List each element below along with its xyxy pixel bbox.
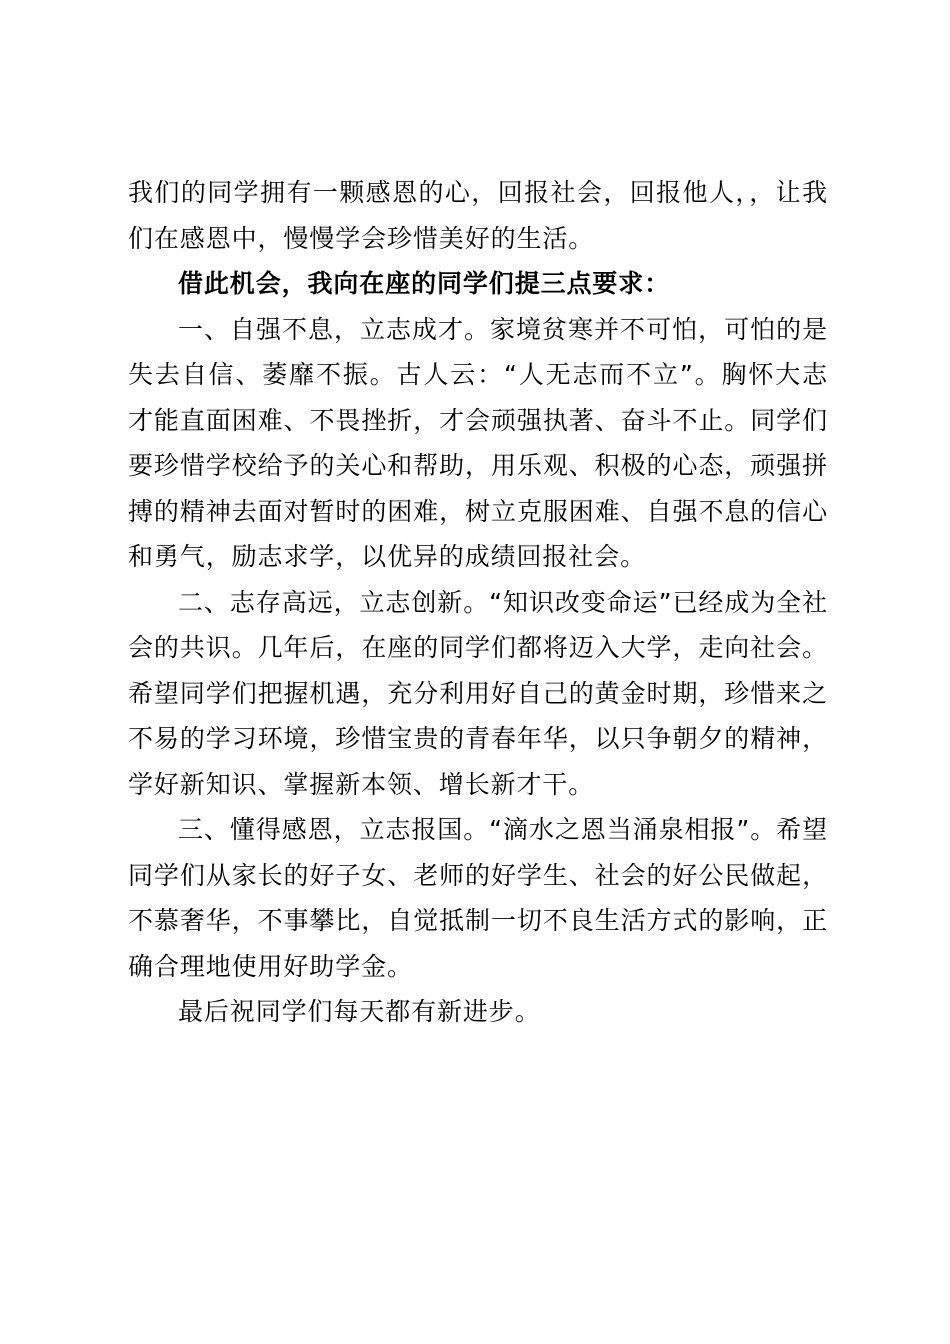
paragraph-requirements-intro: 借此机会，我向在座的同学们提三点要求： [178,269,671,298]
paragraph-point-two: 二、志存高远，立志创新。“知识改变命运”已经成为全社会的共识。几年后，在座的同学们都将迈入大学，走向社会。希望同学们把握机遇，充分利用好自己的黄金时期，珍惜来之不易的学习环境，珍惜宝贵的青春年华，以只争朝夕的精神，学好新知识、掌握新本领、增长新才干。 [128,587,828,799]
paragraph-point-one: 一、自强不息，立志成才。家境贫寒并不可怕，可怕的是失去自信、萎靡不振。古人云：“人无志而不立”。胸怀大志才能直面困难、不畏挫折，才会顽强执著、奋斗不止。同学们要珍惜学校给予的关心和帮助，用乐观、积极的心态，顽强拼搏的精神去面对暂时的困难，树立克服困难、自强不息的信心和勇气，励志求学，以优异的成绩回报社会。 [128,314,828,571]
document-body [128,170,828,1035]
paragraph-final-wish: 最后祝同学们每天都有新进步。 [178,997,541,1026]
paragraph-point-three: 三、懂得感恩，立志报国。“滴水之恩当涌泉相报”。希望同学们从家长的好子女、老师的好学生、社会的好公民做起，不慕奢华，不事攀比，自觉抵制一切不良生活方式的影响，正确合理地使用好助学金。 [128,815,828,981]
paragraph-closing-gratitude: 我们的同学拥有一颗感恩的心，回报社会，回报他人，，让我们在感恩中，慢慢学会珍惜美好的生活。 [128,178,828,253]
